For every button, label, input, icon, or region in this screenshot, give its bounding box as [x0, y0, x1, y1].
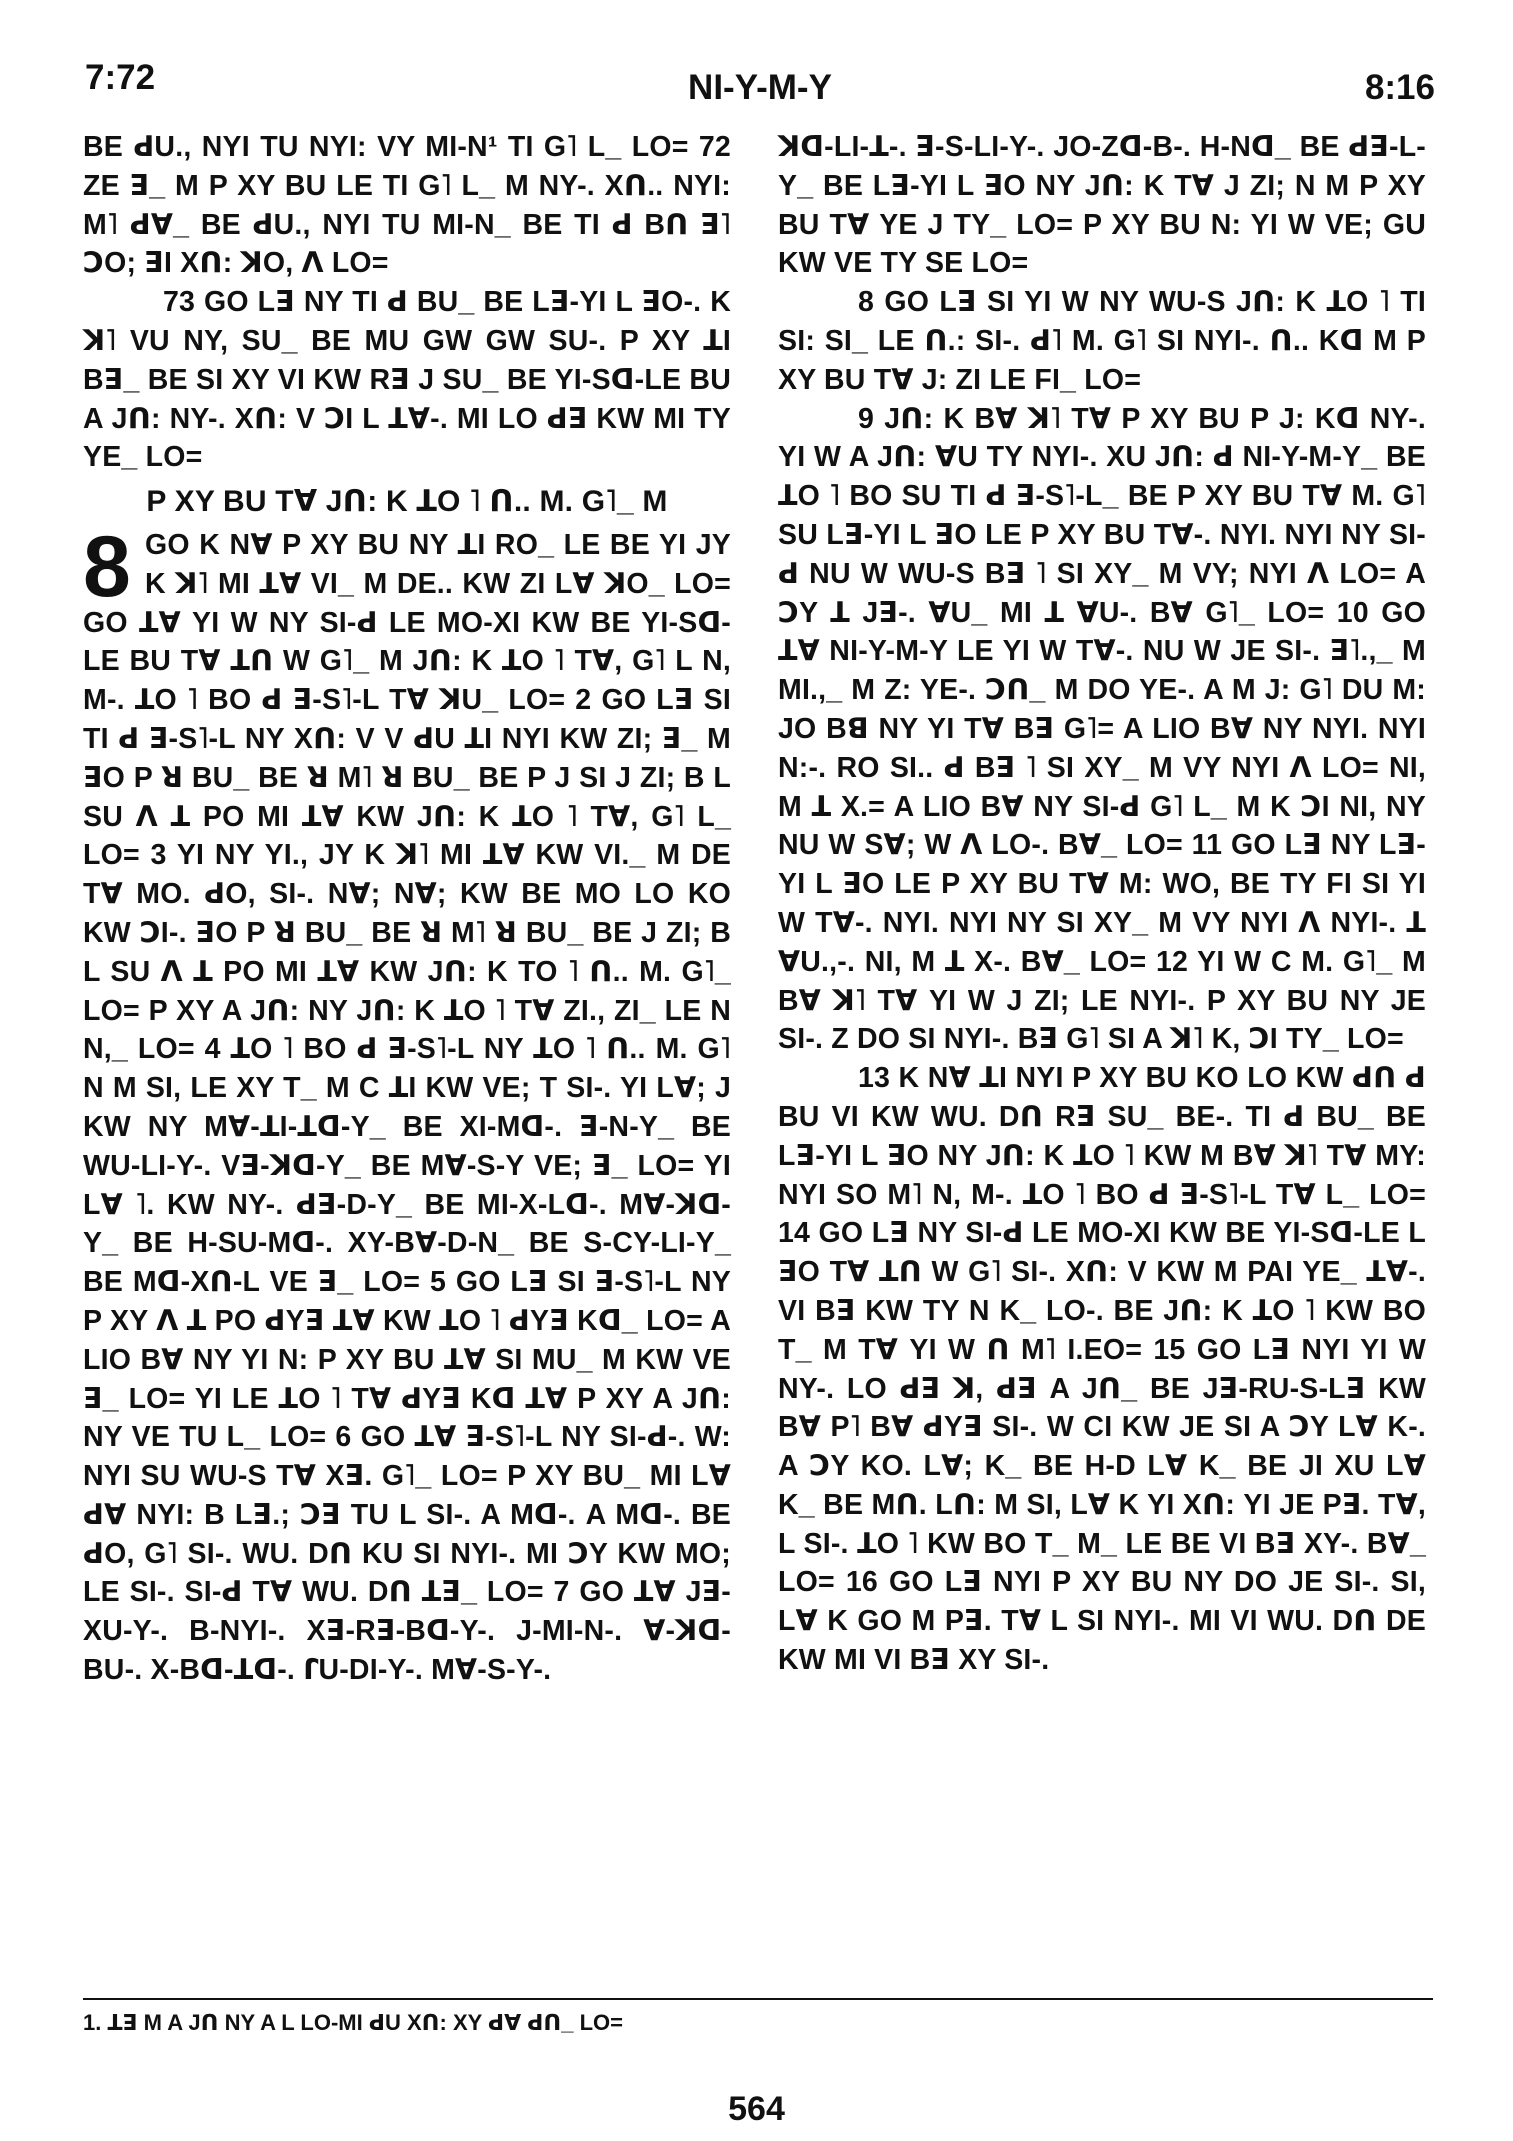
right-column [778, 128, 1426, 1680]
header-verse-start: 7:72 [85, 58, 156, 97]
paragraph: 13 K Nꓯ ꓕI NYI P XY BU KO LO KW ꓒꓵ ꓒ BU VI KW WU. Dꓵ Rꓱ SU_ BE-. TI ꓒ BU_ BE Lꓱ-YI L ꓱO NY Jꓵ: K ꓕO ˥ KW M Bꓯ ꓘ˥ Tꓯ MY: NYI SO M˥ N, M-. ꓕO ˥ BO ꓒ ꓱ-S˥-L Tꓯ L_ LO= 14 GO Lꓱ NY SI-ꓒ LE MO-XI KW BE YI-Sꓷ-LE L ꓱO Tꓯ ꓕꓵ W G˥ SI-. Xꓵ: V KW M PAI YE_ ꓕꓯ-. VI Bꓱ KW TY N K_ LO-. BE Jꓵ: K ꓕO ˥ KW BO T_ M Tꓯ YI W ꓵ M˥ I.EO= 15 GO Lꓱ NYI YI W NY-. LO ꓒꓱ ꓘ, ꓒꓱ A Jꓵ_ BE Jꓱ-RU-S-Lꓱ KW Bꓯ P˥ Bꓯ ꓒYꓱ SI-. W CI KW JE SI A ꓛY Lꓯ K-. A ꓛY KO. Lꓯ; K_ BE H-D Lꓯ K_ BE JI XU Lꓯ K_ BE Mꓵ. Lꓵ: M SI, Lꓯ K YI Xꓵ: YI JE Pꓱ. Tꓯ, L SI-. ꓕO ˥ KW BO T_ M_ LE BE VI Bꓱ XY-. Bꓯ_ LO= 16 GO Lꓱ NYI P XY BU NY DO JE SI-. SI, Lꓯ K GO M Pꓱ. Tꓯ L SI NYI-. MI VI WU. Dꓵ DE KW MI VI Bꓱ XY SI-. [778, 1062, 1426, 1677]
page-number: 564 [728, 2090, 785, 2128]
footnote-divider [83, 1998, 1433, 2000]
page-header [85, 58, 1435, 118]
chapter-paragraph [83, 518, 731, 1690]
footnote: 1. ꓕꓱ M A Jꓵ NY A L LO-MI ꓒU Xꓵ: XY ꓒꓯ ꓒꓵ_ LO= [83, 2010, 624, 2035]
header-verse-end: 8:16 [1364, 68, 1435, 107]
paragraph: 73 GO Lꓱ NY TI ꓒ BU_ BE Lꓱ-YI L ꓱO-. K ꓘ˥ VU NY, SU_ BE MU GW GW SU-. P XY ꓕI Bꓱ_ BE SI XY VI KW Rꓱ J SU_ BE YI-Sꓷ-LE BU A Jꓵ: NY-. Xꓵ: V ꓛI L ꓕꓯ-. MI LO ꓒꓱ KW MI TY YE_ LO= [83, 286, 731, 474]
paragraph: BE ꓒU., NYI TU NYI: VY MI-N¹ TI G˥ L_ LO= 72 ZE ꓱ_ M P XY BU LE TI G˥ L_ M NY-. Xꓵ.. NYI: M˥ ꓒꓯ_ BE ꓒU., NYI TU MI-N_ BE TI ꓒ Bꓵ ꓱ˥ ꓛO; ꓱI Xꓵ: ꓘO, ꓥ LO= [83, 131, 731, 280]
paragraph: 9 Jꓵ: K Bꓯ ꓘ˥ Tꓯ P XY BU P J: Kꓷ NY-. YI W A Jꓵ: ꓯU TY NYI-. XU Jꓵ: ꓒ NI-Y-M-Y_ BE ꓕO ˥ BO SU TI ꓒ ꓱ-S˥-L_ BE P XY BU Tꓯ M. G˥ SU Lꓱ-YI L ꓱO LE P XY BU Tꓯ-. NYI. NYI NY SI-ꓒ NU W WU-S Bꓱ ˥ SI XY_ M VY; NYI ꓥ LO= A ꓛY ꓕ Jꓱ-. ꓯU_ MI ꓕ ꓯU-. Bꓯ G˥_ LO= 10 GO ꓕꓯ NI-Y-M-Y LE YI W Tꓯ-. NU W JE SI-. ꓱ˥.,_ M MI.,_ M Z: YE-. ꓛꓵ_ M DO YE-. A M J: G˥ DU M: JO Bꓭ NY YI Tꓯ Bꓱ G˥= A LIO Bꓯ NY NYI. NYI N:-. RO SI.. ꓒ Bꓱ ˥ SI XY_ M VY NYI ꓥ LO= NI, M ꓕ X.= A LIO Bꓯ NY SI-ꓒ G˥ L_ M K ꓛI NI, NY NU W Sꓯ; W ꓥ LO-. Bꓯ_ LO= 11 GO Lꓱ NY Lꓱ-YI L ꓱO LE P XY BU Tꓯ M: WO, BE TY FI SI YI W Tꓯ-. NYI. NYI NY SI XY_ M VY NYI ꓥ NYI-. ꓕ ꓯU.,-. NI, M ꓕ X-. Bꓯ_ LO= 12 YI W C M. G˥_ M Bꓯ ꓘ˥ Tꓯ YI W J ZI; LE NYI-. P XY BU NY JE SI-. Z DO SI NYI-. Bꓱ G˥ SI A ꓘ˥ K, ꓛI TY_ LO= [778, 402, 1426, 1056]
paragraph: 8 GO Lꓱ SI YI W NY WU-S Jꓵ: K ꓕO ˥ TI SI: SI_ LE ꓵ.: SI-. ꓒ˥ M. G˥ SI NYI-. ꓵ.. Kꓷ M P XY BU Tꓯ J: ZI LE FI_ LO= [778, 286, 1426, 396]
paragraph: ꓘꓷ-LI-ꓕ-. ꓱ-S-LI-Y-. JO-Zꓷ-B-. H-Nꓷ_ BE ꓒꓱ-L-Y_ BE Lꓱ-YI L ꓱO NY Jꓵ: K Tꓯ J ZI; N M P XY BU Tꓯ YE J TY_ LO= P XY BU N: YI W VE; GU KW VE TY SE LO= [778, 131, 1426, 280]
header-book-title: NI-Y-M-Y [688, 68, 832, 107]
chapter-heading: P XY BU Tꓯ Jꓵ: K ꓕO ˥ ꓵ.. M. G˥_ M [146, 485, 668, 519]
left-column [83, 128, 731, 1690]
chapter-number-dropcap: 8 [83, 518, 132, 615]
paragraph-text: GO K Nꓯ P XY BU NY ꓕI RO_ LE BE YI JY K ꓘ˥ MI ꓕꓯ VI_ M DE.. KW ZI Lꓯ ꓘO_ LO= GO ꓕꓯ YI W NY SI-ꓒ LE MO-XI KW BE YI-Sꓷ-LE BU Tꓯ ꓕꓵ W G˥_ M Jꓵ: K ꓕO ˥ Tꓯ, G˥ L N, M-. ꓕO ˥ BO ꓒ ꓱ-S˥-L Tꓯ ꓘU_ LO= 2 GO Lꓱ SI TI ꓒ ꓱ-S˥-L NY Xꓵ: V V ꓒU ꓕI NYI KW ZI; ꓱ_ M ꓱO P ꓤ BU_ BE ꓤ M˥ ꓤ BU_ BE P J SI J ZI; B L SU ꓥ ꓕ PO MI ꓕꓯ KW Jꓵ: K ꓕO ˥ Tꓯ, G˥ L_ LO= 3 YI NY YI., JY K ꓘ˥ MI ꓕꓯ KW VI._ M DE Tꓯ MO. ꓒO, SI-. Nꓯ; Nꓯ; KW BE MO LO KO KW ꓛI-. ꓱO P ꓤ BU_ BE ꓤ M˥ ꓤ BU_ BE J ZI; B L SU ꓥ ꓕ PO MI ꓕꓯ KW Jꓵ: K TO ˥ ꓵ.. M. G˥_ LO= P XY A Jꓵ: NY Jꓵ: K ꓕO ˥ Tꓯ ZI., ZI_ LE N N,_ LO= 4 ꓕO ˥ BO ꓒ ꓱ-S˥-L NY ꓕO ˥ ꓵ.. M. G˥ N M SI, LE XY T_ M C ꓕI KW VE; T SI-. YI Lꓯ; J KW NY Mꓯ-ꓕI-ꓕꓷ-Y_ BE XI-Mꓷ-. ꓱ-N-Y_ BE WU-LI-Y-. Vꓱ-ꓘꓷ-Y_ BE Mꓯ-S-Y VE; ꓱ_ LO= YI Lꓯ ˥. KW NY-. ꓒꓱ-D-Y_ BE MI-X-Lꓷ-. Mꓯ-ꓘꓷ-Y_ BE H-SU-Mꓷ-. XY-Bꓯ-D-N_ BE S-CY-LI-Y_ BE Mꓷ-Xꓵ-L VE ꓱ_ LO= 5 GO Lꓱ SI ꓱ-S˥-L NY P XY ꓥ ꓕ PO ꓒYꓱ ꓕꓯ KW ꓕO ˥ ꓒYꓱ Kꓷ_ LO= A LIO Bꓯ NY YI N: P XY BU ꓕꓯ SI MU_ M KW VE ꓱ_ LO= YI LE ꓕO ˥ Tꓯ ꓒYꓱ Kꓷ ꓕꓯ P XY A Jꓵ: NY VE TU L_ LO= 6 GO ꓕꓯ ꓱ-S˥-L NY SI-ꓒ-. W: NYI SU WU-S Tꓯ Xꓱ. G˥_ LO= P XY BU_ MI Lꓯ ꓒꓯ NYI: B Lꓱ.; ꓛꓱ TU L SI-. A Mꓷ-. A Mꓷ-. BE ꓒO, G˥ SI-. WU. Dꓵ KU SI NYI-. MI ꓛY KW MO; LE SI-. SI-ꓒ Tꓯ WU. Dꓵ ꓕꓱ_ LO= 7 GO ꓕꓯ Jꓱ-XU-Y-. B-NYI-. Xꓱ-Rꓱ-Bꓷ-Y-. J-MI-N-. ꓯ-ꓘꓷ-BU-. X-Bꓷ-ꓕꓷ-. ꓩU-DI-Y-. Mꓯ-S-Y-. [83, 528, 731, 1687]
